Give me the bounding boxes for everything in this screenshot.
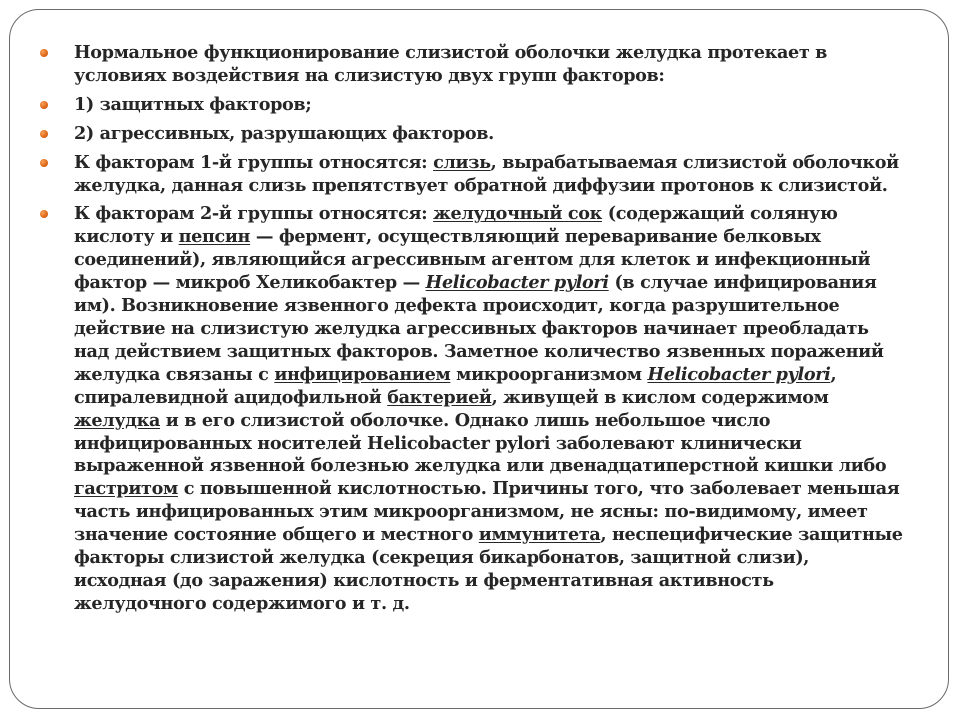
bullet-dot-icon [40, 49, 48, 57]
text-segment: (в случае инфицирования им). Возникновение язвенного дефекта происходит, когда разрушительное действие на слизистую желудка агрессивных факторов начинает преобладать над действием защитных факторов. Заметное количество язвенных поражений желудка связаны с [74, 272, 884, 385]
bullet-dot-icon [40, 130, 48, 138]
text-segment: , неспецифические защитные факторы слизистой желудка (секреция бикарбонатов, защитной слизи), исходная (до заражения) кислотность и ферментативная активность желудочного содержимого и т. д. [74, 524, 903, 614]
text-segment: — фермент, осуществляющий переваривание белковых соединений), являющийся агрессивным агентом для клеток и инфекционный фактор — микроб Хеликобактер — [74, 226, 871, 294]
slide-frame [9, 9, 949, 709]
link-helicobacter-2[interactable]: Helicobacter pylori [647, 363, 831, 385]
link-stomach[interactable]: желудка [74, 409, 161, 431]
link-infection[interactable]: инфицированием [274, 363, 451, 385]
text-segment: (содержащий соляную кислоту и [74, 203, 838, 248]
bullet-dot-icon [40, 210, 48, 218]
text-segment: микроорганизмом [450, 363, 648, 385]
text-segment: и в его слизистой оболочке. Однако лишь небольшое число инфицированных носителей Helicobacter pylori заболевают клинически выраженной язвенной болезнью желудка или двенадцатиперстной кишки либо [74, 409, 887, 477]
bullet-item-group1 [74, 152, 904, 198]
bullet-item-protective [74, 94, 904, 117]
text-segment: К факторам 2-й группы относятся: [74, 203, 434, 225]
bullet-item-intro [74, 42, 904, 88]
text-segment: , спиралевидной ацидофильной [74, 363, 837, 408]
link-gastritis[interactable]: гастритом [74, 478, 178, 500]
text-segment: с повышенной кислотностью. Причины того, что заболевает меньшая часть инфицированных этим микроорганизмом, не ясны: по-видимому, имеет значение состояние общего и местного [74, 478, 900, 546]
link-immunity[interactable]: иммунитета [478, 524, 601, 546]
bullet-text: 1) защитных факторов; [74, 93, 312, 115]
slide-content [74, 42, 904, 622]
bullet-dot-icon [40, 159, 48, 167]
bullet-item-aggressive [74, 123, 904, 146]
link-bacterium[interactable]: бактерией [387, 386, 492, 408]
text-segment: , вырабатываемая слизистой оболочкой желудка, данная слизь препятствует обратной диффузии протонов к слизистой. [74, 151, 899, 196]
link-helicobacter-1[interactable]: Helicobacter pylori [425, 272, 609, 294]
bullet-text: 2) агрессивных, разрушающих факторов. [74, 122, 494, 144]
text-segment: К факторам 1-й группы относятся: [74, 151, 434, 173]
link-gastric-juice[interactable]: желудочный сок [433, 203, 602, 225]
bullet-text: Нормальное функционирование слизистой оболочки желудка протекает в условиях воздействия на слизистую двух групп факторов: [74, 42, 828, 86]
link-pepsin[interactable]: пепсин [178, 226, 251, 248]
text-segment: , живущей в кислом содержимом [491, 386, 829, 408]
bullet-dot-icon [40, 101, 48, 109]
link-mucus[interactable]: слизь [433, 151, 491, 173]
bullet-item-group2 [74, 203, 904, 615]
